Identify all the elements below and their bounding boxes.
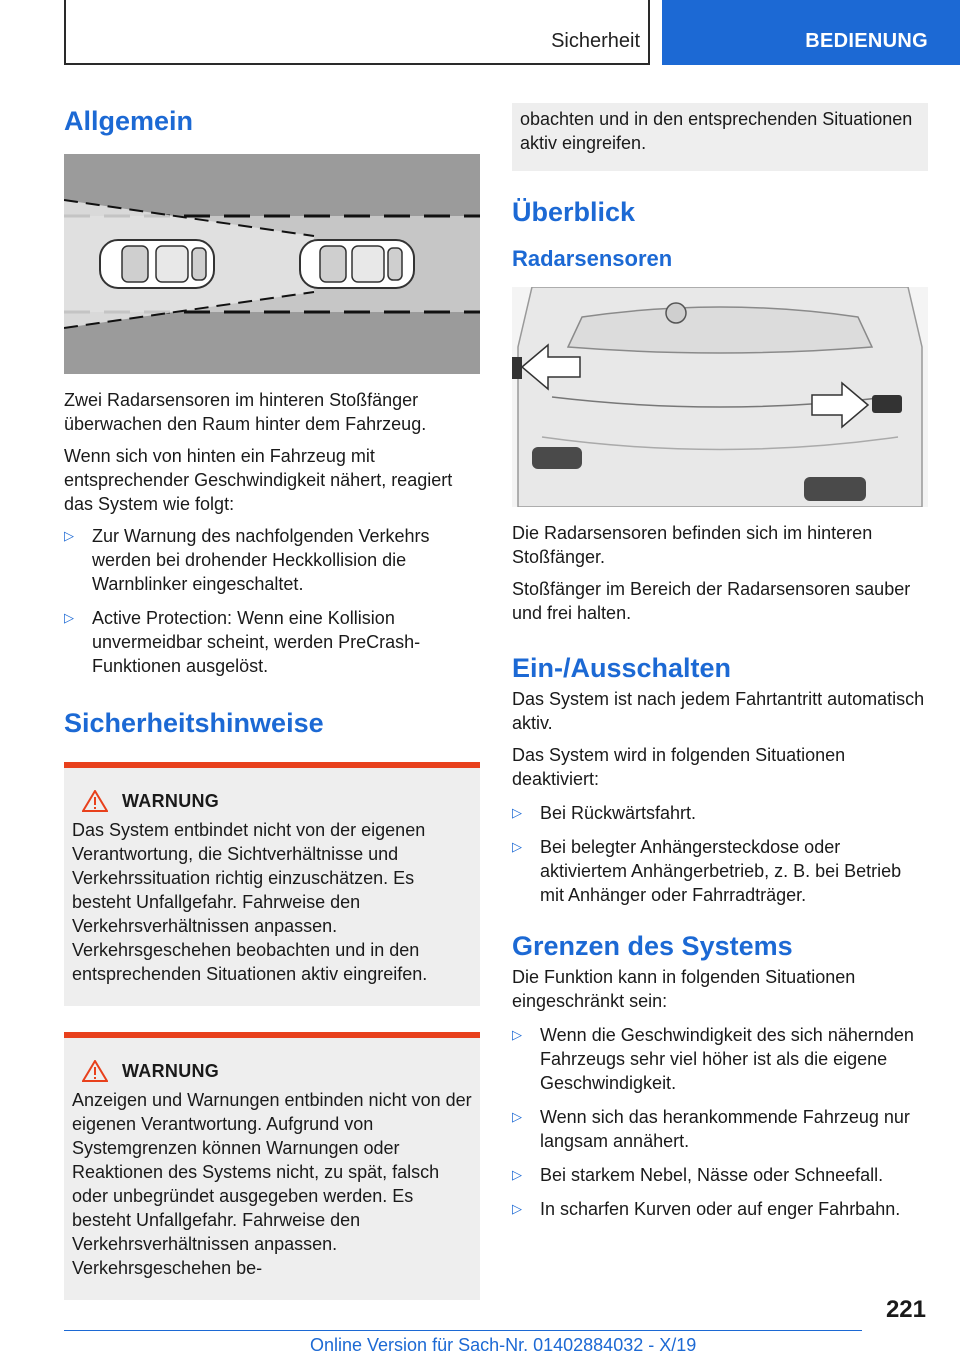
warning-triangle-icon — [82, 790, 108, 812]
figure-radar-sensors — [512, 287, 928, 507]
exhaust-left — [532, 447, 582, 469]
warning-text: Anzeigen und Warnungen entbinden nicht von der eigenen Verantwortung. Aufgrund von Systemgrenzen können Warnungen oder Reaktionen des Systems nicht, zu spät, falsch oder unbegründet ausgegeben werden. Es besteht Unfallgefahr. Fahrweise den Verkehrsverhältnissen anpassen. Verkehrsgeschehen be- — [72, 1090, 472, 1278]
exhaust-right — [804, 477, 866, 501]
triangle-bullet-icon: ▷ — [512, 1027, 522, 1042]
list-item: ▷ Bei Rückwärtsfahrt. — [512, 803, 697, 823]
brand-logo-icon — [666, 303, 686, 323]
warning-header — [72, 790, 472, 812]
section-label: Sicherheit — [551, 30, 640, 52]
cars-following-illustration — [64, 154, 480, 374]
triangle-bullet-icon: ▷ — [512, 1109, 522, 1124]
heading-ueberblick: Überblick — [512, 197, 636, 227]
triangle-bullet-icon: ▷ — [512, 1201, 522, 1216]
list-item: ▷ Active Protection: Wenn eine Kollision unvermeidbar scheint, werden PreCrash-Funktionen ausgelöst. — [64, 608, 421, 676]
list-item: ▷ In scharfen Kurven oder auf enger Fahrbahn. — [512, 1199, 901, 1219]
onoff-paragraph-2: Das System wird in folgenden Situationen deaktiviert: — [512, 745, 846, 789]
heading-radarsensoren: Radarsensoren — [512, 246, 673, 271]
figure-rear-traffic — [64, 154, 480, 374]
list-item: ▷ Bei starkem Nebel, Nässe oder Schneefall. — [512, 1165, 884, 1185]
header-rule — [64, 63, 650, 65]
left-column — [64, 100, 480, 1300]
list-item: ▷ Zur Warnung des nachfolgenden Verkehrs werden bei drohender Heckkollision die Warnblinker eingeschaltet. — [64, 526, 430, 594]
list-item: ▷ Wenn die Geschwindigkeit des sich nähernden Fahrzeugs sehr viel höher ist als die eigene Geschwindigkeit. — [512, 1025, 914, 1093]
rear-bumper-illustration — [512, 287, 928, 507]
limits-paragraph: Die Funktion kann in folgenden Situationen eingeschränkt sein: — [512, 967, 856, 1011]
radar-paragraph-2: Stoßfänger im Bereich der Radarsensoren sauber und frei halten. — [512, 579, 911, 623]
warning-text: Das System entbindet nicht von der eigenen Verantwortung, die Sichtverhältnisse und Verkehrssituation richtig einzuschätzen. Es besteht Unfallgefahr. Fahrweise den Verkehrsverhältnissen anpassen. Verkehrsgeschehen beobachten und in den entsprechenden Situationen aktiv eingreifen. — [72, 820, 428, 984]
right-column — [512, 103, 928, 1221]
heading-ein-ausschalten: Ein-/Ausschalten — [512, 653, 732, 683]
triangle-bullet-icon: ▷ — [512, 805, 522, 820]
header-left-rule — [64, 0, 66, 65]
intro-paragraph-2: Wenn sich von hinten ein Fahrzeug mit entsprechender Geschwindigkeit nähert, reagiert das System wie folgt: — [64, 446, 453, 514]
warning-box-2-continued — [512, 103, 928, 171]
intro-paragraph-1: Zwei Radarsensoren im hinteren Stoßfänger überwachen den Raum hinter dem Fahrzeug. — [64, 390, 427, 434]
chapter-tab[interactable] — [662, 0, 960, 65]
footer-rule — [64, 1330, 862, 1331]
warning-text-continued: obachten und in den entsprechenden Situationen aktiv eingreifen. — [520, 109, 913, 153]
warning-header — [72, 1060, 472, 1082]
triangle-bullet-icon: ▷ — [512, 1167, 522, 1182]
triangle-bullet-icon: ▷ — [512, 839, 522, 854]
page-number: 221 — [885, 1296, 926, 1323]
heading-allgemein: Allgemein — [64, 106, 194, 136]
online-version-note: Online Version für Sach-Nr. 01402884032 - X/19 — [310, 1335, 697, 1355]
following-car-icon — [300, 240, 414, 288]
radar-paragraph-1: Die Radarsensoren befinden sich im hinteren Stoßfänger. — [512, 523, 873, 567]
limits-list — [512, 1023, 928, 1221]
list-item: ▷ Bei belegter Anhängersteckdose oder aktiviertem Anhängerbetrieb, z. B. bei Betrieb mit Anhänger oder Fahrradträger. — [512, 837, 902, 905]
list-item: ▷ Wenn sich das herankommende Fahrzeug nur langsam annähert. — [512, 1107, 910, 1151]
header-right-rule — [648, 0, 650, 65]
deactivation-list — [512, 801, 928, 907]
warning-label: WARNUNG — [122, 790, 220, 811]
heading-sicherheitshinweise: Sicherheitshinweise — [64, 708, 324, 738]
warning-triangle-icon — [82, 1060, 108, 1082]
triangle-bullet-icon: ▷ — [64, 610, 74, 625]
warning-box-2 — [64, 1032, 480, 1300]
own-car-icon — [100, 240, 214, 288]
chapter-tab-label: BEDIENUNG — [805, 30, 928, 52]
warning-label: WARNUNG — [122, 1060, 220, 1081]
reaction-list — [64, 524, 480, 678]
warning-box-1 — [64, 762, 480, 1006]
onoff-paragraph-1: Das System ist nach jedem Fahrtantritt automatisch aktiv. — [512, 689, 925, 733]
triangle-bullet-icon: ▷ — [64, 528, 74, 543]
heading-grenzen: Grenzen des Systems — [512, 931, 793, 961]
